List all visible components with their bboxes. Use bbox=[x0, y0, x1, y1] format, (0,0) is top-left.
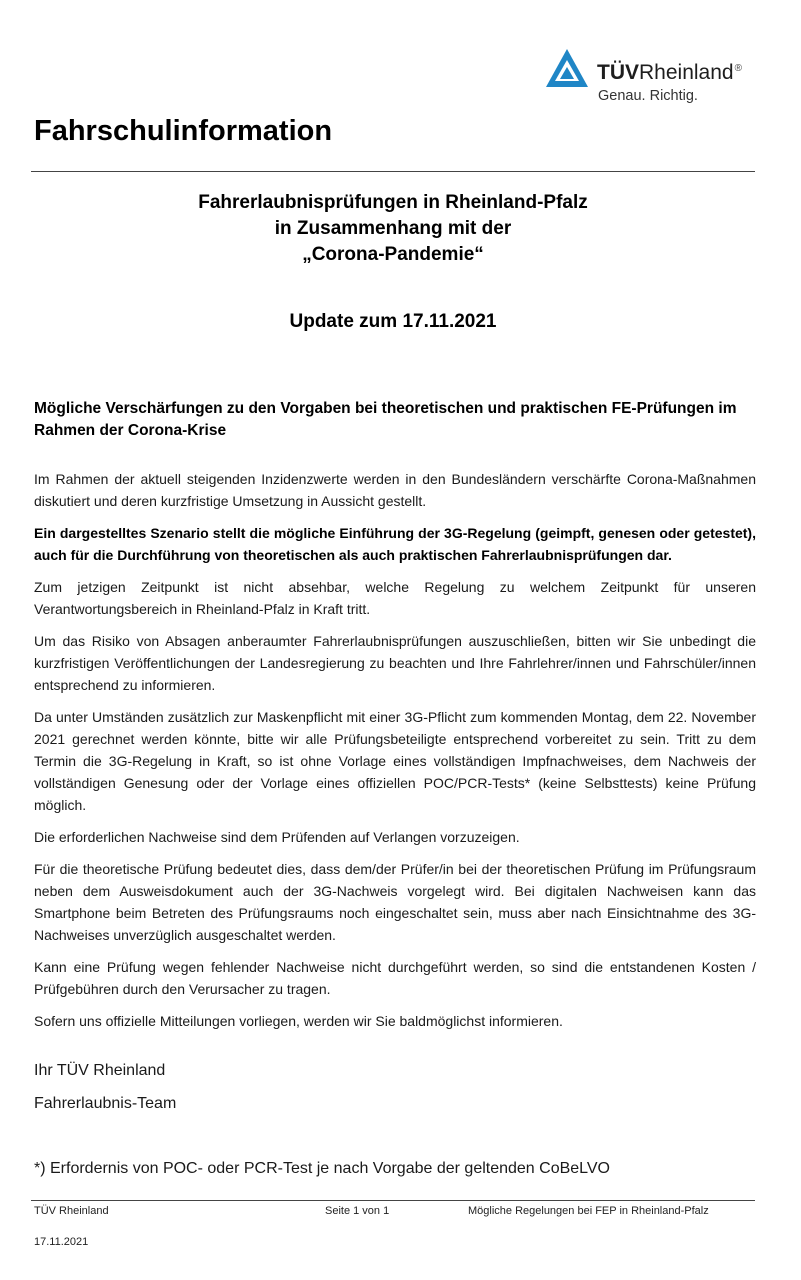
paragraph: Für die theoretische Prüfung bedeutet dies, dass dem/der Prüfer/in bei der theoretischen Prüfung im Prüfungsraum neben dem Ausweisdokument auch der 3G-Nachweis vorgelegt wird. Bei digitalen Nachweisen kann das Smartphone beim Betreten des Prüfungsraums noch eingeschaltet sein, muss aber nach Einsichtnahme des 3G-Nachweises unverzüglich ausgeschaltet werden. bbox=[34, 861, 756, 943]
paragraph: Sofern uns offizielle Mitteilungen vorliegen, werden wir Sie baldmöglichst informieren. bbox=[34, 1013, 563, 1029]
footer-page-number: Seite 1 von 1 bbox=[325, 1205, 390, 1217]
paragraph: Die erforderlichen Nachweise sind dem Prüfenden auf Verlangen vorzuzeigen. bbox=[34, 829, 520, 845]
signature-line-2: Fahrerlaubnis-Team bbox=[34, 1095, 177, 1112]
footer-document-subject: Mögliche Regelungen bei FEP in Rheinland-Pfalz bbox=[468, 1205, 709, 1217]
footer-divider bbox=[31, 1200, 755, 1201]
paragraph: Kann eine Prüfung wegen fehlender Nachweise nicht durchgeführt werden, so sind die entstandenen Kosten / Prüfgebühren durch den Verursacher zu tragen. bbox=[34, 959, 756, 997]
signature-block bbox=[34, 1060, 176, 1126]
footer-date: 17.11.2021 bbox=[34, 1236, 89, 1248]
footnote: *) Erfordernis von POC- oder PCR-Test je nach Vorgabe der geltenden CoBeLVO bbox=[34, 1160, 610, 1177]
signature-line-1: Ihr TÜV Rheinland bbox=[34, 1062, 166, 1079]
body-text bbox=[34, 468, 756, 1042]
update-date-heading: Update zum 17.11.2021 bbox=[289, 311, 497, 332]
document-heading: Fahrschulinformation bbox=[34, 115, 333, 147]
logo-brand-name bbox=[597, 57, 742, 85]
title-line-3: „Corona-Pandemie“ bbox=[302, 244, 484, 265]
footer-company: TÜV Rheinland bbox=[34, 1205, 109, 1217]
logo-brand-bold: TÜV bbox=[597, 61, 639, 84]
paragraph: Da unter Umständen zusätzlich zur Maskenpflicht mit einer 3G-Pflicht zum kommenden Montag, dem 22. November 2021 gerechnet werden könnte, bitte wir alle Prüfungsbeteiligte entsprechend vorbereitet zu sein. Tritt zu dem Termin die 3G-Regelung in Kraft, so ist ohne Vorlage eines vollständigen Impfnachweises, dem Nachweis der vollständigen Genesung oder der Vorlage eines offiziellen POC/PCR-Tests* (keine Selbsttests) keine Prüfung möglich. bbox=[34, 709, 756, 813]
title-line-2: in Zusammenhang mit der bbox=[274, 218, 512, 239]
paragraph: Um das Risiko von Absagen anberaumter Fahrerlaubnisprüfungen auszuschließen, bitten wir Sie unbedingt die kurzfristigen Veröffentlichungen der Landesregierung zu beachten und Ihre Fahrlehrer/innen und Fahrschüler/innen entsprechend zu informieren. bbox=[34, 633, 756, 693]
document-title bbox=[31, 190, 755, 268]
tuv-rheinland-logo bbox=[545, 48, 775, 108]
header-divider bbox=[31, 171, 755, 172]
logo-brand-regular: Rheinland bbox=[639, 61, 734, 84]
registered-mark: ® bbox=[734, 63, 742, 74]
tuv-triangle-icon bbox=[545, 48, 589, 88]
logo-tagline: Genau. Richtig. bbox=[598, 88, 698, 104]
title-line-1: Fahrerlaubnisprüfungen in Rheinland-Pfalz bbox=[198, 192, 588, 213]
paragraph: Im Rahmen der aktuell steigenden Inzidenzwerte werden in den Bundesländern verschärfte Corona-Maßnahmen diskutiert und deren kurzfristige Umsetzung in Aussicht gestellt. bbox=[34, 471, 756, 509]
paragraph: Zum jetzigen Zeitpunkt ist nicht absehbar, welche Regelung zu welchem Zeitpunkt für unseren Verantwortungsbereich in Rheinland-Pfalz in Kraft tritt. bbox=[34, 579, 756, 617]
paragraph-emphasis: Ein dargestelltes Szenario stellt die mögliche Einführung der 3G-Regelung (geimpft, genesen oder getestet), auch für die Durchführung von theoretischen als auch praktischen Fahrerlaubnisprüfungen dar. bbox=[34, 525, 756, 563]
section-heading: Mögliche Verschärfungen zu den Vorgaben bei theoretischen und praktischen FE-Prüfungen im Rahmen der Corona-Krise bbox=[34, 400, 737, 439]
